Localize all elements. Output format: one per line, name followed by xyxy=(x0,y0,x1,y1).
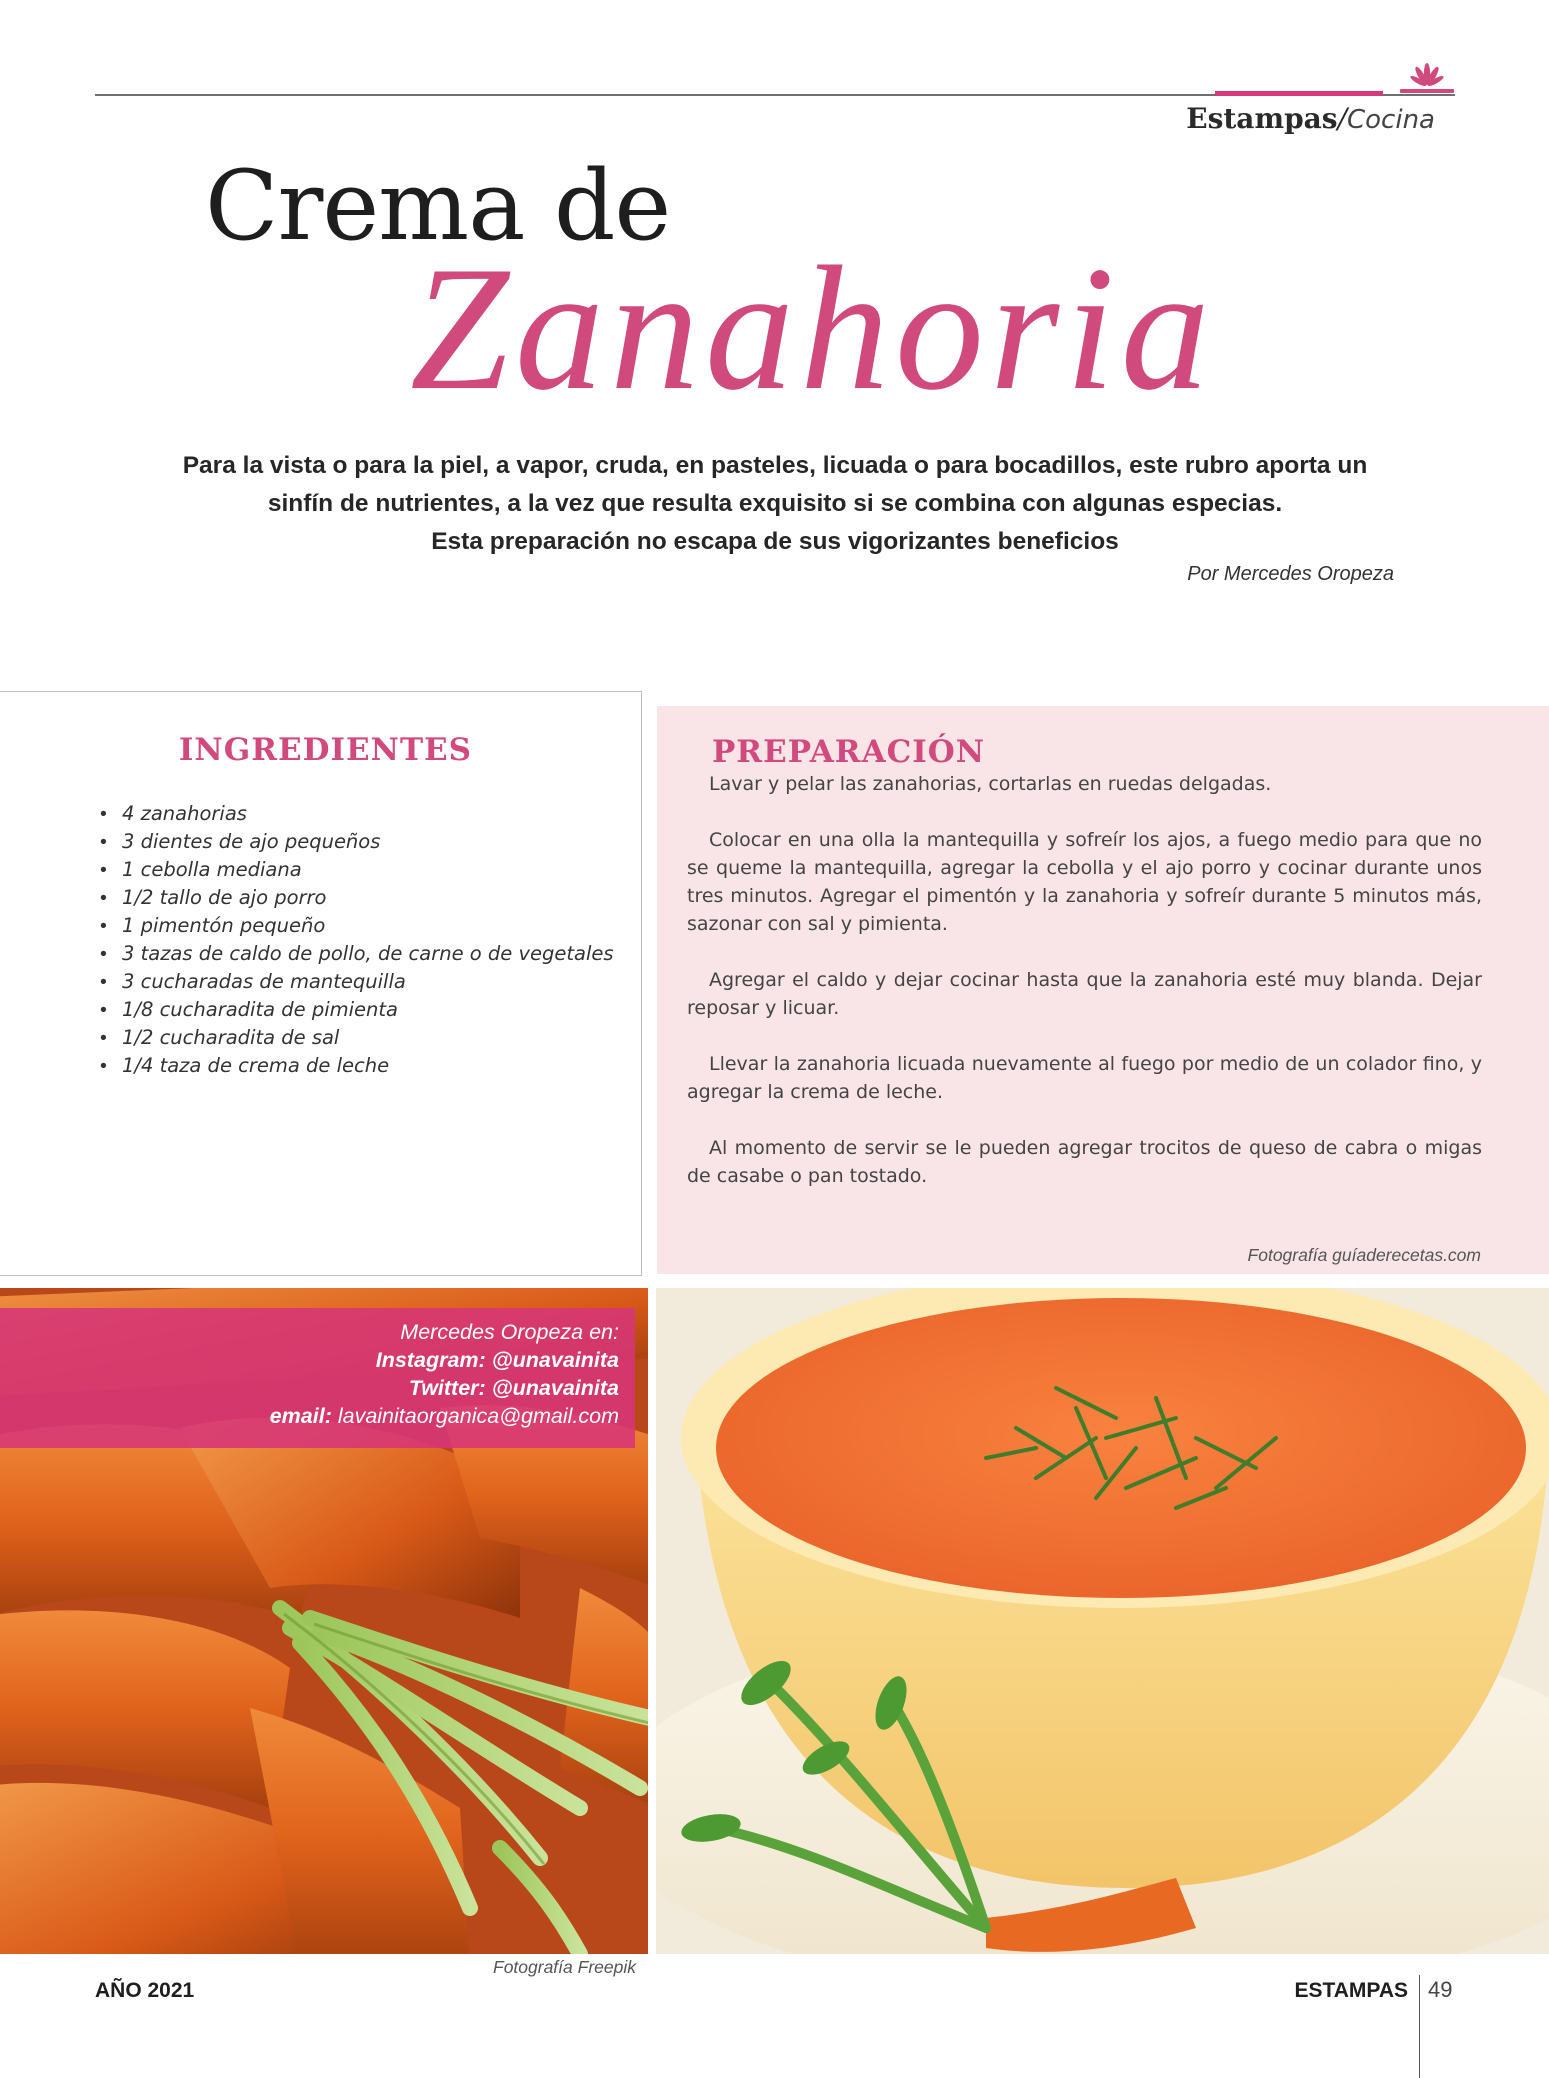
preparation-photo-credit: Fotografía guíaderecetas.com xyxy=(1247,1245,1481,1265)
soup-photo xyxy=(656,1288,1549,1954)
title-line-1: Crema de xyxy=(205,150,671,262)
section-label xyxy=(1186,102,1435,135)
footer-brand: ESTAMPAS xyxy=(1294,1979,1408,2002)
soup-illustration xyxy=(656,1288,1549,1954)
social-heading: Mercedes Oropeza en: xyxy=(400,1320,619,1344)
preparation-step: Colocar en una olla la mantequilla y sofreír los ajos, a fuego medio para que no se queme la mantequilla, agregar la cebolla y el ajo porro y cocinar durante unos tres minutos. Agregar el pimentón y la zanahoria y sofreír durante 5 minutos más, sazonar con sal y pimienta. xyxy=(687,829,1482,935)
twitter-handle[interactable]: @unavainita xyxy=(491,1376,619,1400)
ingredient-item: • 1/2 cucharadita de sal xyxy=(122,1024,614,1052)
social-instagram xyxy=(376,1348,619,1373)
ingredient-item: • 1/4 taza de crema de leche xyxy=(122,1052,614,1080)
ingredients-list xyxy=(122,800,614,1080)
preparation-step: Agregar el caldo y dejar cocinar hasta que la zanahoria esté muy blanda. Dejar reposar y licuar. xyxy=(687,969,1482,1019)
preparation-box xyxy=(657,706,1549,1274)
section-accent-bar xyxy=(1215,91,1383,96)
section-brand: Estampas xyxy=(1186,102,1338,135)
instagram-handle[interactable]: @unavainita xyxy=(491,1348,619,1372)
social-email xyxy=(270,1404,619,1429)
title-line-2: Zanahoria xyxy=(410,229,1216,427)
preparation-steps xyxy=(687,770,1482,1218)
intro-paragraph xyxy=(130,447,1420,561)
preparation-title: PREPARACIÓN xyxy=(712,734,986,770)
flower-ornament-icon xyxy=(1398,62,1456,96)
ingredients-box xyxy=(0,691,642,1276)
email-value[interactable]: lavainitaorganica@gmail.com xyxy=(337,1404,619,1428)
preparation-step: Llevar la zanahoria licuada nuevamente al fuego por medio de un colador fino, y agregar la crema de leche. xyxy=(687,1053,1482,1103)
ingredient-item: • 1 cebolla mediana xyxy=(122,856,614,884)
footer-year: AÑO 2021 xyxy=(95,1979,195,2002)
intro-line-1: Para la vista o para la piel, a vapor, cruda, en pasteles, licuada o para bocadillos, este rubro aporta un xyxy=(182,452,1368,479)
email-label: email: xyxy=(269,1404,332,1428)
social-twitter xyxy=(409,1376,619,1401)
carrot-photo-credit: Fotografía Freepik xyxy=(493,1957,636,1977)
intro-line-3: Esta preparación no escapa de sus vigorizantes beneficios xyxy=(431,528,1119,555)
section-sub: Cocina xyxy=(1347,105,1435,135)
ingredients-title xyxy=(0,732,641,768)
section-separator: / xyxy=(1337,102,1347,135)
intro-line-2: sinfín de nutrientes, a la vez que resulta exquisito si se combina con algunas especias. xyxy=(267,490,1283,517)
ingredient-item: • 4 zanahorias xyxy=(122,800,614,828)
byline: Por Mercedes Oropeza xyxy=(1187,563,1394,585)
ingredient-item: • 3 cucharadas de mantequilla xyxy=(122,968,614,996)
page-number: 49 xyxy=(1428,1977,1453,2002)
photo-divider xyxy=(648,1288,656,1954)
ingredients-title-text: INGREDIENTES xyxy=(178,732,473,768)
ingredient-item: • 3 tazas de caldo de pollo, de carne o de vegetales xyxy=(122,940,614,968)
instagram-label: Instagram: xyxy=(375,1348,486,1372)
footer-divider xyxy=(1419,1975,1420,2078)
preparation-step: Lavar y pelar las zanahorias, cortarlas en ruedas delgadas. xyxy=(709,773,1272,795)
twitter-label: Twitter: xyxy=(408,1376,486,1400)
social-box xyxy=(0,1308,635,1448)
ingredient-item: • 1 pimentón pequeño xyxy=(122,912,614,940)
ingredient-item: • 1/2 tallo de ajo porro xyxy=(122,884,614,912)
ingredient-item: • 3 dientes de ajo pequeños xyxy=(122,828,614,856)
preparation-step: Al momento de servir se le pueden agregar trocitos de queso de cabra o migas de casabe o pan tostado. xyxy=(687,1137,1482,1187)
ingredient-item: • 1/8 cucharadita de pimienta xyxy=(122,996,614,1024)
